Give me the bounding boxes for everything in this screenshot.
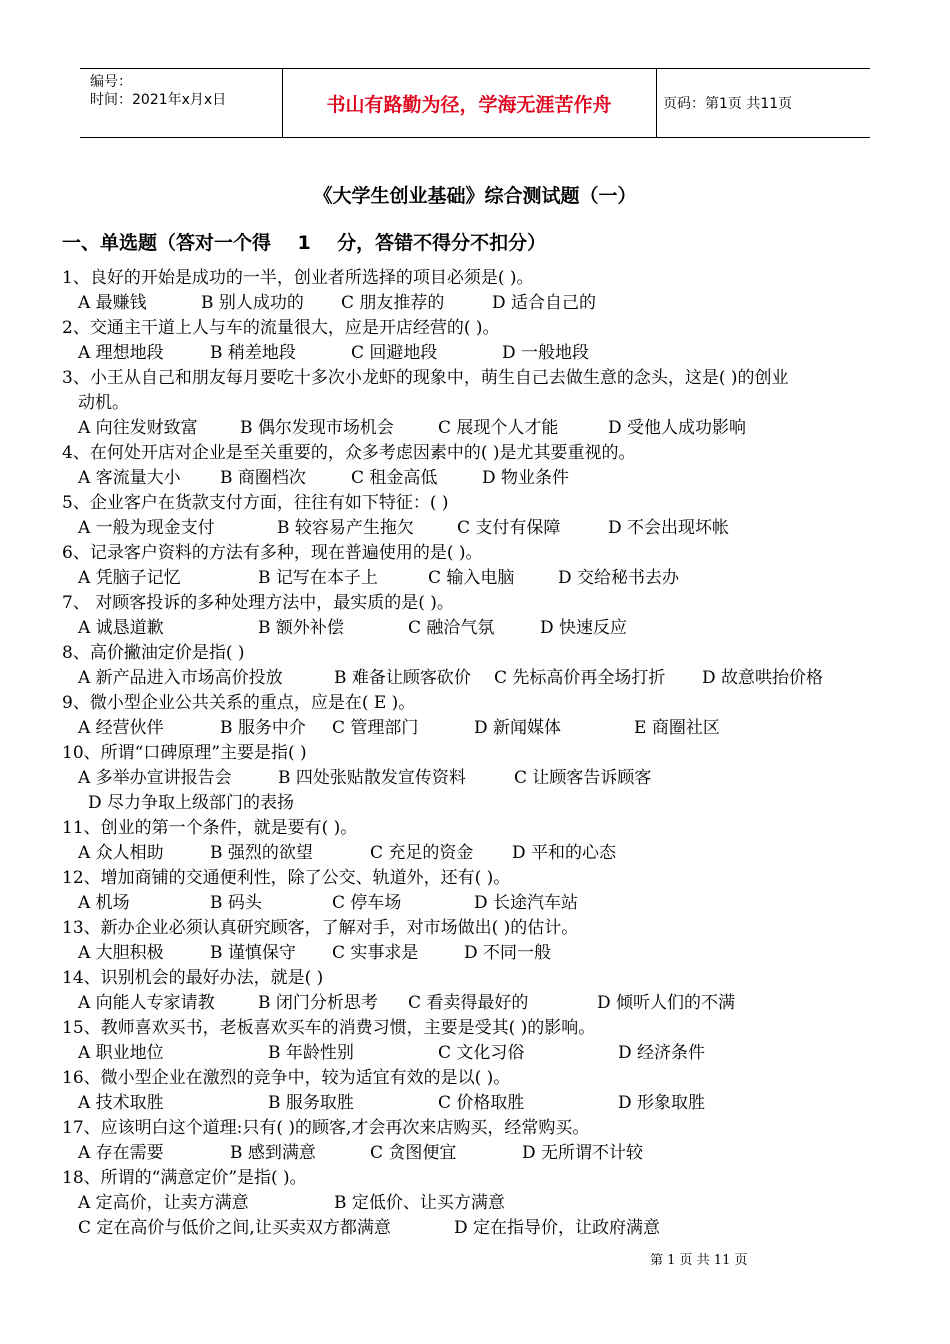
answer-option: E 商圈社区 [634,718,720,738]
answer-option: C 实事求是 [332,943,419,963]
option-row [62,791,902,816]
option-row [62,1191,902,1216]
answer-option: D 适合自己的 [492,293,597,313]
answer-option: D 定在指导价，让政府满意 [454,1218,661,1238]
answer-option: A 理想地段 [78,343,164,363]
answer-option: A 最赚钱 [78,293,147,313]
answer-option: A 经营伙伴 [78,718,164,738]
header-divider [282,69,283,137]
question-stem: 14、识别机会的最好办法，就是( ) [62,968,324,988]
option-row [62,666,902,691]
answer-option: C 融洽气氛 [408,618,495,638]
option-row [62,291,902,316]
question-list [62,266,902,1241]
answer-option: C 贪图便宜 [370,1143,457,1163]
answer-option: D 形象取胜 [618,1093,706,1113]
question-stem-continued: 动机。 [78,393,129,413]
answer-option: D 尽力争取上级部门的表扬 [88,793,295,813]
answer-option: C 输入电脑 [428,568,515,588]
answer-option: A 凭脑子记忆 [78,568,181,588]
answer-option: A 定高价，让卖方满意 [78,1193,249,1213]
answer-option: C 看卖得最好的 [408,993,529,1013]
answer-option: B 商圈档次 [220,468,306,488]
answer-option: C 租金高低 [351,468,438,488]
answer-option: C 展现个人才能 [438,418,559,438]
answer-option: D 快速反应 [540,618,628,638]
question-stem: 12、增加商铺的交通便利性，除了公交、轨道外，还有( )。 [62,868,511,888]
answer-option: D 倾听人们的不满 [597,993,736,1013]
answer-option: B 服务取胜 [268,1093,354,1113]
answer-option: B 闭门分析思考 [258,993,378,1013]
time-label: 时间：2021年x月x日 [90,92,227,108]
answer-option: C 充足的资金 [370,843,474,863]
answer-option: D 平和的心态 [512,843,617,863]
option-row [62,991,902,1016]
question-stem: 13、新办企业必须认真研究顾客，了解对手，对市场做出( )的估计。 [62,918,579,938]
answer-option: C 价格取胜 [438,1093,525,1113]
page-footer: 第 1 页 共 11 页 [650,1253,748,1268]
header-divider [656,69,657,137]
answer-option: D 无所谓不计较 [522,1143,644,1163]
option-row [62,566,902,591]
answer-option: A 机场 [78,893,130,913]
answer-option: A 多举办宣讲报告会 [78,768,232,788]
option-row [62,1091,902,1116]
answer-option: B 额外补偿 [258,618,344,638]
answer-option: D 故意哄抬价格 [702,668,824,688]
answer-option: D 物业条件 [482,468,570,488]
answer-option: D 不同一般 [464,943,552,963]
option-row [62,1041,902,1066]
question-stem: 18、所谓的“满意定价”是指( )。 [62,1168,307,1188]
answer-option: B 码头 [210,893,262,913]
question-stem: 4、在何处开店对企业是至关重要的，众多考虑因素中的( )是尤其要重视的。 [62,443,636,463]
answer-option: B 定低价、让买方满意 [334,1193,505,1213]
header-meta [90,73,226,109]
question-stem: 6、记录客户资料的方法有多种，现在普遍使用的是( )。 [62,543,483,563]
answer-option: D 交给秘书去办 [558,568,680,588]
answer-option: A 众人相助 [78,843,164,863]
answer-option: D 经济条件 [618,1043,706,1063]
answer-option: C 定在高价与低价之间,让买卖双方都满意 [78,1218,391,1238]
answer-option: A 一般为现金支付 [78,518,215,538]
question-stem: 15、教师喜欢买书，老板喜欢买车的消费习惯，主要是受其( )的影响。 [62,1018,596,1038]
answer-option: A 职业地位 [78,1043,164,1063]
question-stem: 8、高价撇油定价是指( ) [62,643,245,663]
document-title: 《大学生创业基础》综合测试题（一） [313,185,637,207]
answer-option: A 新产品进入市场高价投放 [78,668,283,688]
answer-option: A 技术取胜 [78,1093,164,1113]
answer-option: B 谨慎保守 [210,943,296,963]
question-stem: 2、交通主干道上人与车的流量很大，应是开店经营的( )。 [62,318,500,338]
answer-option: A 向往发财致富 [78,418,198,438]
option-row [62,891,902,916]
answer-option: B 别人成功的 [201,293,304,313]
number-label: 编号： [90,74,132,90]
answer-option: B 难备让顾客砍价 [334,668,471,688]
answer-option: D 一般地段 [502,343,590,363]
answer-option: B 偶尔发现市场机会 [240,418,394,438]
answer-option: A 客流量大小 [78,468,181,488]
question-stem: 3、小王从自己和朋友每月要吃十多次小龙虾的现象中，萌生自己去做生意的念头，这是( )的创业 [62,368,789,388]
answer-option: C 朋友推荐的 [341,293,445,313]
question-stem: 7、 对顾客投诉的多种处理方法中，最实质的是( )。 [62,593,454,613]
answer-option: C 回避地段 [351,343,438,363]
answer-option: C 让顾客告诉顾客 [514,768,652,788]
section-heading: 一、单选题（答对一个得 1 分，答错不得分不扣分） [62,232,547,254]
answer-option: C 管理部门 [332,718,419,738]
answer-option: B 感到满意 [230,1143,316,1163]
option-row [62,616,902,641]
header-page-info: 页码：第1页 共11页 [663,96,793,112]
question-stem: 11、创业的第一个条件，就是要有( )。 [62,818,358,838]
question-stem: 16、微小型企业在激烈的竞争中，较为适宜有效的是以( )。 [62,1068,511,1088]
answer-option: A 诚恳道歉 [78,618,164,638]
option-row [62,416,902,441]
header-motto: 书山有路勤为径，学海无涯苦作舟 [326,93,612,116]
header-table [80,68,870,138]
answer-option: D 受他人成功影响 [608,418,747,438]
answer-option: D 长途汽车站 [474,893,579,913]
answer-option: D 不会出现坏帐 [608,518,730,538]
option-row [62,516,902,541]
option-row [62,1216,902,1241]
option-row [62,341,902,366]
answer-option: C 先标高价再全场打折 [494,668,666,688]
answer-option: C 支付有保障 [457,518,561,538]
option-row [62,841,902,866]
answer-option: D 新闻媒体 [474,718,562,738]
question-stem: 9、微小型企业公共关系的重点，应是在( E )。 [62,693,416,713]
question-stem: 17、应该明白这个道理:只有( )的顾客,才会再次来店购买，经常购买。 [62,1118,590,1138]
answer-option: C 文化习俗 [438,1043,525,1063]
answer-option: B 服务中介 [220,718,306,738]
answer-option: B 记写在本子上 [258,568,378,588]
question-stem: 5、企业客户在货款支付方面，往往有如下特征：( ) [62,493,449,513]
option-row [62,466,902,491]
option-row [62,1141,902,1166]
question-stem: 10、所谓“口碑原理”主要是指( ) [62,743,307,763]
answer-option: C 停车场 [332,893,402,913]
answer-option: A 向能人专家请教 [78,993,215,1013]
answer-option: B 年龄性别 [268,1043,354,1063]
answer-option: A 大胆积极 [78,943,164,963]
answer-option: B 稍差地段 [210,343,296,363]
answer-option: B 强烈的欲望 [210,843,313,863]
question-stem: 1、良好的开始是成功的一半，创业者所选择的项目必须是( )。 [62,268,534,288]
option-row [62,766,902,791]
option-row [62,941,902,966]
answer-option: B 较容易产生拖欠 [277,518,414,538]
answer-option: A 存在需要 [78,1143,164,1163]
option-row [62,716,902,741]
answer-option: B 四处张贴散发宣传资料 [278,768,466,788]
